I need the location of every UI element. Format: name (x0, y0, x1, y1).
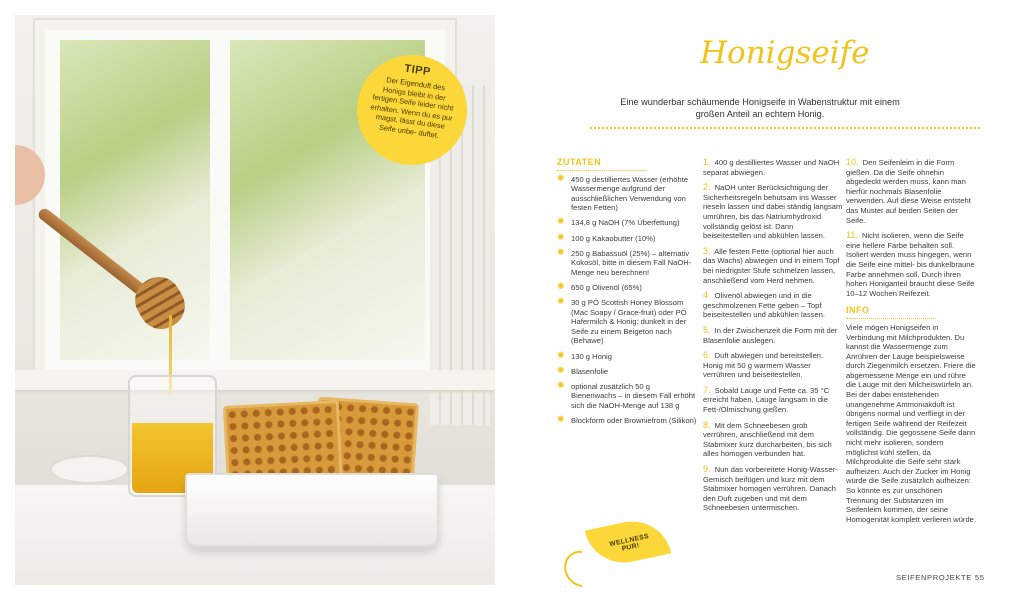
step-text: Den Seifenleim in die Form gießen. Da die Seife ohnehin abgedeckt werden muss, kann man hierfür nochmals Blasenfolie verwenden. Auf diese Weise entsteht das Muster auf beiden Seiten der Seife. (846, 158, 971, 225)
step-item (703, 291, 843, 320)
step-item (846, 231, 976, 298)
ingredient-text: 100 g Kakaobutter (10%) (571, 233, 656, 243)
step-number: 8. (703, 419, 711, 430)
ingredients-list (557, 172, 697, 426)
ingredient-item (557, 298, 697, 346)
leaf-label: WELLNESS PUR! (608, 532, 650, 553)
sun-bullet-icon: ✺ (557, 296, 565, 307)
sun-bullet-icon: ✺ (557, 349, 565, 360)
step-number: 3. (703, 245, 711, 256)
step-text: Olivenöl abwiegen und in die geschmolzenen Fette geben – Topf beiseitestellen und abkühlen lassen. (703, 291, 826, 320)
ingredient-item (557, 364, 697, 377)
page-number: 55 (974, 573, 985, 582)
ingredient-item (557, 413, 697, 426)
step-item (703, 386, 843, 415)
sun-bullet-icon: ✺ (557, 231, 565, 242)
step-item (703, 158, 843, 177)
ingredient-text: optional zusätzlich 50 g Bienenwachs – in diesem Fall erhöht sich die NaOH-Menge auf 138 g (571, 381, 696, 410)
step-text: Duft abwiegen und bereitstellen. Honig mit 50 g warmem Wasser verrühren und beiseitestellen. (703, 351, 824, 380)
steps-column-1 (703, 158, 843, 519)
ingredient-item (557, 172, 697, 213)
tip-text: Der Eigenduft des Honigs bleibt in der fertigen Seife leider nicht erhalten. Wenn du es pur magst, lässt du diese Seife unbe- duftet. (370, 75, 454, 140)
step-number: 11. (846, 230, 858, 241)
step-item (703, 465, 843, 513)
sun-bullet-icon: ✺ (557, 364, 565, 375)
ingredients-column (557, 158, 697, 431)
step-text: Sobald Lauge und Fette ca. 35 °C erreicht haben, Lauge langsam in die Fett-/Ölmischung gießen. (703, 385, 830, 415)
step-text: Alle festen Fette (optional hier auch das Wachs) abwiegen und in einem Topf bei niedrigster Stufe schmelzen lassen, anschließend vom Herd nehmen. (703, 246, 840, 285)
step-text: Nicht isolieren, wenn die Seife eine hellere Farbe behalten soll. Isoliert werden muss hingegen, wenn die Seife eine mittel- bis dunkelbraune Farbe annehmen soll. Durch ihren hohen Honiganteil braucht diese Seife 10–12 Wochen Reifezeit. (846, 231, 975, 298)
steps-column-2 (846, 158, 976, 524)
step-item (703, 247, 843, 285)
step-text: In der Zwischenzeit die Form mit der Blasenfolie auslegen. (703, 325, 838, 345)
dotted-divider (590, 127, 980, 129)
step-text: 400 g destilliertes Wasser und NaOH separat abwiegen. (703, 158, 840, 177)
step-number: 6. (703, 350, 711, 361)
info-heading: INFO (846, 306, 936, 319)
window-sill (15, 370, 495, 390)
ingredient-text: 134,8 g NaOH (7% Überfettung) (571, 218, 680, 228)
ingredient-item (557, 379, 697, 411)
step-item (703, 183, 843, 241)
ingredient-text: Blasenfolie (571, 366, 609, 376)
sun-bullet-icon: ✺ (557, 172, 565, 183)
tip-heading: TIPP (403, 62, 432, 79)
ingredient-text: 250 g Babassuöl (25%) – alternativ Kokosöl, bitte in diesem Fall NaOH-Menge neu berechnen! (571, 248, 692, 277)
sun-bullet-icon: ✺ (557, 246, 565, 257)
ingredient-item (557, 218, 697, 228)
step-text: NaOH unter Berücksichtigung der Sicherheitsregeln behutsam ins Wasser rieseln lassen und dabei ständig langsam umrühren, bis das Natriumhydroxid vollständig gelöst ist. Dann beiseitestellen und abkühlen lassen. (703, 183, 843, 241)
ingredient-text: 650 g Olivenöl (65%) (571, 282, 642, 292)
ingredient-text: 130 g Honig (571, 351, 612, 361)
step-number: 2. (703, 182, 711, 193)
ingredients-heading: ZUTATEN (557, 158, 647, 171)
ingredient-item (557, 246, 697, 278)
sun-bullet-icon: ✺ (557, 413, 565, 424)
jar-lid (50, 455, 129, 484)
ingredient-item (557, 349, 697, 362)
step-item (703, 351, 843, 380)
step-number: 9. (703, 464, 711, 475)
ingredient-text: Blockform oder Browniefrom (Silikon) (571, 415, 697, 425)
intro-text: Eine wunderbar schäumende Honigseife in Wabenstruktur mit einem großen Anteil an echtem Honig. (620, 97, 900, 119)
page-title: Honigseife (700, 35, 870, 71)
sun-bullet-icon: ✺ (557, 216, 565, 227)
info-text: Viele mögen Honigseifen in Verbindung mit Milchprodukten. Du kannst die Wassermenge zum Anrühren der Lauge beispielsweise durch Ziegenmilch ersetzen. Friere die abgemessene Menge ein und rühre die Lauge mit den Milcheiswürfeln an. Bei der dabei entstehenden unangenehme Ammoniakduft ist übrigens normal und verfliegt in der fertigen Seife während der Reifezeit vollständig. Die gegossene Seife dann nicht mehr isolieren, sondern möglichst kühl stellen, da Milchprodukte die Seife sehr stark aufheizen. Auch der Zucker im Honig würde die Seife zusätzlich aufheizen: So könnte es zur unschönen Trennung der Substanzen im Seifenleim kommen, der seine Homogenität komplett verlieren würde. (846, 322, 976, 524)
step-number: 7. (703, 384, 711, 395)
steps-list (846, 158, 976, 298)
window-pane-left (60, 40, 210, 360)
step-number: 10. (846, 157, 859, 167)
step-text: Mit dem Schneebesen grob verrühren, anschließend mit dem Stabmixer kurz durcharbeiten, bis sich alles homogen verbunden hat. (703, 420, 832, 459)
ingredient-item (557, 280, 697, 293)
soap-dish (185, 473, 439, 547)
ingredient-text: 30 g PÖ Scottish Honey Blossom (Mac Soapy / Grace-fruit) oder PÖ Hafermilch & Honig: dunkelt in der Seife zu einem Beigeton nach (Behawe) (571, 298, 687, 346)
step-text: Nun das vorbereitete Honig-Wasser-Gemisch beifügen und kurz mit dem Stabmixer homogen verrühren. Danach den Duft zugeben und mit dem Schneebesen untermischen. (703, 465, 838, 513)
ingredient-text: 450 g destilliertes Wasser (erhöhte Wassermenge aufgrund der ausschließlichen Verwendung von festen Fetten) (571, 174, 689, 213)
step-item (846, 158, 976, 225)
sun-bullet-icon: ✺ (557, 379, 565, 390)
step-item (703, 326, 843, 345)
ingredient-item (557, 231, 697, 244)
footer-section: SEIFENPROJEKTE (896, 573, 972, 582)
sun-bullet-icon: ✺ (557, 280, 565, 291)
step-number: 5. (703, 324, 711, 335)
step-item (703, 421, 843, 459)
step-number: 1. (703, 157, 711, 167)
page-footer (896, 573, 985, 582)
step-number: 4. (703, 290, 711, 301)
